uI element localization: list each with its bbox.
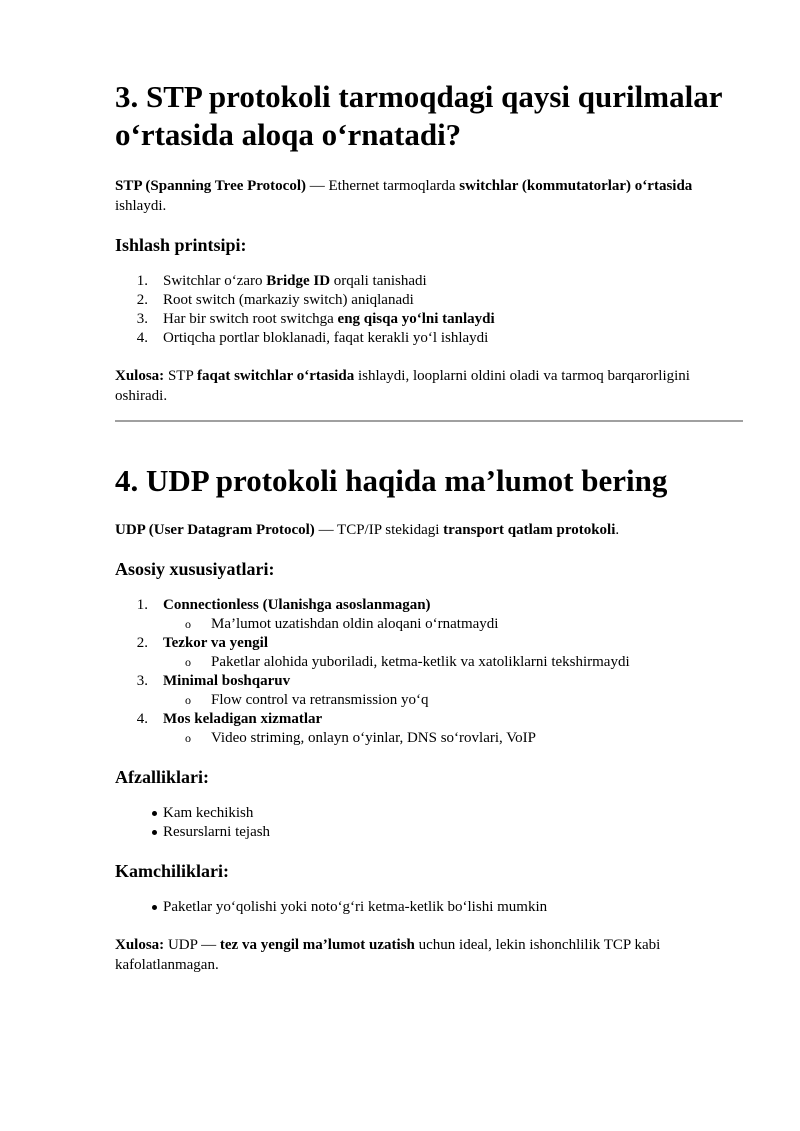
bullet-item (115, 898, 743, 917)
list-item-text: Har bir switch root switchga eng qisqa yo‘lni tanlaydi (163, 311, 495, 327)
list-item (115, 291, 743, 310)
bullet-text: Paketlar yo‘qolishi yoki noto‘g‘ri ketma-ketlik bo‘lishi mumkin (163, 899, 548, 915)
udp-intro: UDP (User Datagram Protocol) — TCP/IP stekidagi transport qatlam protokoli. (115, 522, 620, 538)
feature-item (115, 634, 743, 672)
bullet-item (115, 804, 743, 823)
stp-intro: STP (Spanning Tree Protocol) — Ethernet tarmoqlarda switchlar (kommutatorlar) o‘rtasida ishlaydi. (115, 178, 693, 214)
udp-features-list (115, 596, 743, 748)
section-udp-title: 4. UDP protokoli haqida ma’lumot bering (115, 463, 668, 498)
list-number: 1. (136, 273, 163, 289)
bullet-text: Kam kechikish (163, 805, 254, 821)
udp-advantages-heading: Afzalliklari: (115, 767, 209, 787)
list-item-text: Root switch (markaziy switch) aniqlanadi (163, 292, 414, 308)
udp-features-heading: Asosiy xususiyatlari: (115, 559, 275, 579)
section-stp-title: 3. STP protokoli tarmoqdagi qaysi qurilmalar o‘rtasida aloqa o‘rnatadi? (115, 79, 722, 152)
section-udp (115, 462, 743, 975)
bold-text: Xulosa: (115, 368, 165, 384)
list-item (115, 272, 743, 291)
bold-text: Xulosa: (115, 937, 165, 953)
list-number: 2. (136, 635, 163, 651)
section-stp (115, 78, 743, 406)
bold-text: tez va yengil ma’lumot uzatish (219, 937, 415, 953)
feature-detail: Flow control va retransmission yo‘q (211, 692, 429, 708)
sub-bullet-marker: o (185, 617, 191, 631)
feature-title: Mos keladigan xizmatlar (163, 711, 323, 727)
feature-title: Connectionless (Ulanishga asoslanmagan) (163, 597, 431, 613)
feature-title: Tezkor va yengil (163, 635, 269, 651)
udp-conclusion: Xulosa: UDP — tez va yengil ma’lumot uzatish uchun ideal, lekin ishonchlilik TCP kabi kafolatlanmagan. (115, 937, 661, 973)
list-item (115, 310, 743, 329)
bullet-dot (115, 823, 163, 842)
document-content (115, 78, 743, 993)
bullet-item (115, 823, 743, 842)
list-number: 2. (136, 292, 163, 308)
stp-conclusion: Xulosa: STP faqat switchlar o‘rtasida ishlaydi, looplarni oldini oladi va tarmoq barqarorligini oshiradi. (115, 368, 690, 404)
bold-text: Bridge ID (266, 273, 331, 289)
feature-item (115, 710, 743, 748)
udp-disadvantages-list (115, 898, 743, 917)
bold-text: faqat switchlar o‘rtasida (196, 368, 355, 384)
bold-text: switchlar (kommutatorlar) o‘rtasida (459, 178, 693, 194)
feature-detail: Paketlar alohida yuboriladi, ketma-ketlik va xatoliklarni tekshirmaydi (211, 654, 630, 670)
list-number: 3. (136, 673, 163, 689)
feature-detail: Video striming, onlayn o‘yinlar, DNS so‘rovlari, VoIP (211, 730, 537, 746)
feature-item (115, 596, 743, 634)
list-number: 4. (136, 711, 163, 727)
bold-text: transport qatlam protokoli (443, 522, 616, 538)
bold-text: eng qisqa yo‘lni tanlaydi (337, 311, 495, 327)
bullet-dot (115, 898, 163, 917)
sub-bullet-marker: o (185, 731, 191, 745)
bullet-dot (115, 804, 163, 823)
bold-text: STP (Spanning Tree Protocol) (115, 178, 306, 194)
sub-bullet-marker: o (185, 655, 191, 669)
section-divider (115, 420, 743, 422)
list-item (115, 329, 743, 348)
udp-advantages-list (115, 804, 743, 842)
sub-bullet-marker: o (185, 693, 191, 707)
udp-disadvantages-heading: Kamchiliklari: (115, 861, 229, 881)
feature-item (115, 672, 743, 710)
list-number: 1. (136, 597, 163, 613)
bullet-text: Resurslarni tejash (163, 824, 271, 840)
feature-title: Minimal boshqaruv (163, 673, 291, 689)
feature-detail: Ma’lumot uzatishdan oldin aloqani o‘rnatmaydi (211, 616, 499, 632)
list-item-text: Ortiqcha portlar bloklanadi, faqat kerakli yo‘l ishlaydi (163, 330, 489, 346)
list-number: 3. (136, 311, 163, 327)
list-number: 4. (136, 330, 163, 346)
stp-steps-list (115, 272, 743, 348)
bold-text: UDP (User Datagram Protocol) (115, 522, 315, 538)
list-item-text: Switchlar o‘zaro Bridge ID orqali tanishadi (163, 273, 427, 289)
stp-principle-heading: Ishlash printsipi: (115, 235, 247, 255)
